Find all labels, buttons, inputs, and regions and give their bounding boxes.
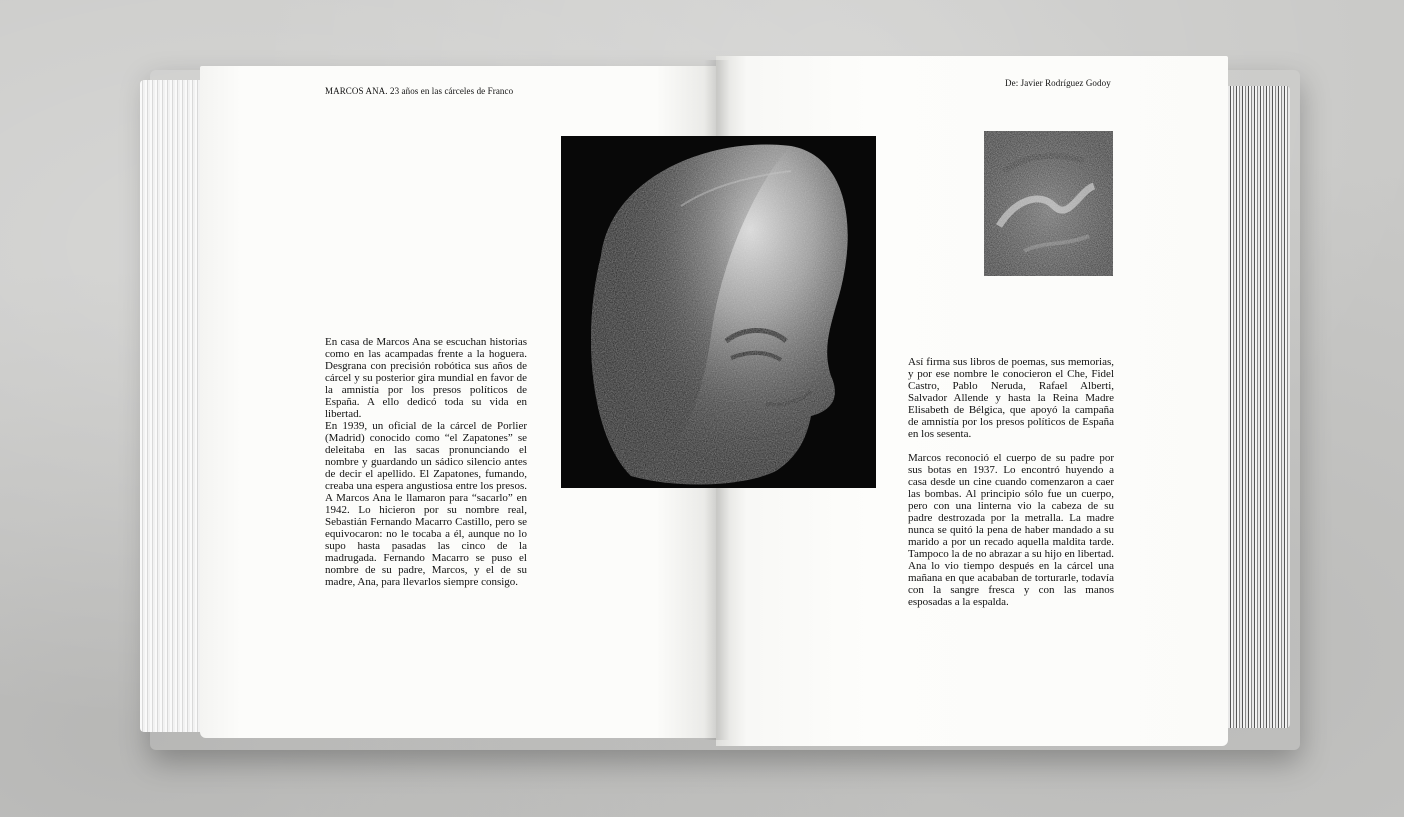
detail-photo-graphic: [984, 131, 1113, 276]
portrait-photo-graphic: [561, 136, 876, 488]
right-paragraph-1: Así firma sus libros de poemas, sus memorias, y por ese nombre le conocieron el Che, Fidel Castro, Pablo Neruda, Rafael Alberti, Salvador Allende y hasta la Reina Madre Elisabeth de Bélgica, que apoyó la campaña de amnistía por los presos políticos de España en los sesenta.: [908, 356, 1114, 440]
detail-photo: [984, 131, 1113, 276]
right-paragraph-2: Marcos reconoció el cuerpo de su padre por sus botas en 1937. Lo encontró huyendo a casa desde un cine cuando comenzaron a caer las bombas. Al principio sólo fue un cuerpo, pero con una linterna vio la cabeza de su padre destrozada por la metralla. La madre nunca se quitó la pena de haber mandado a su marido a por un recado aquella maldita tarde. Tampoco la de no abrazar a su hijo en libertad. Ana lo vio tiempo después en la cárcel una mañana en que acababan de torturarle, todavía con la sangre fresca y con las manos esposadas a la espalda.: [908, 452, 1114, 608]
left-running-head: MARCOS ANA. 23 años en las cárceles de Franco: [325, 86, 514, 96]
left-paragraph-1: En casa de Marcos Ana se escuchan historias como en las acampadas frente a la hoguera. Desgrana con precisión robótica sus años de cárcel y su posterior gira mundial en favor de la amnistía por los presos políticos de España. A ello dedicó toda su vida en libertad.: [325, 336, 527, 420]
left-article-text: [325, 336, 527, 588]
left-paragraph-2: En 1939, un oficial de la cárcel de Porlier (Madrid) conocido como “el Zapatones” se deleitaba en las sacas pronunciando el nombre y guardando un sádico silencio antes de decir el apellido. El Zapatones, fumando, creaba una espera angustiosa entre los presos. A Marcos Ana le llamaron para “sacarlo” en 1942. Lo hicieron por su nombre real, Sebastián Fernando Macarro Castillo, pero se equivocaron: no le tocaba a él, aunque no lo supo hasta pasadas las cinco de la madrugada. Fernando Macarro se puso el nombre de su padre, Marcos, y el de su madre, Ana, para llevarlos siempre consigo.: [325, 420, 527, 588]
portrait-photo: [561, 136, 876, 488]
right-running-head: De: Javier Rodríguez Godoy: [1005, 78, 1111, 88]
right-article-text: [908, 356, 1114, 608]
right-page-edges: [1225, 86, 1290, 728]
